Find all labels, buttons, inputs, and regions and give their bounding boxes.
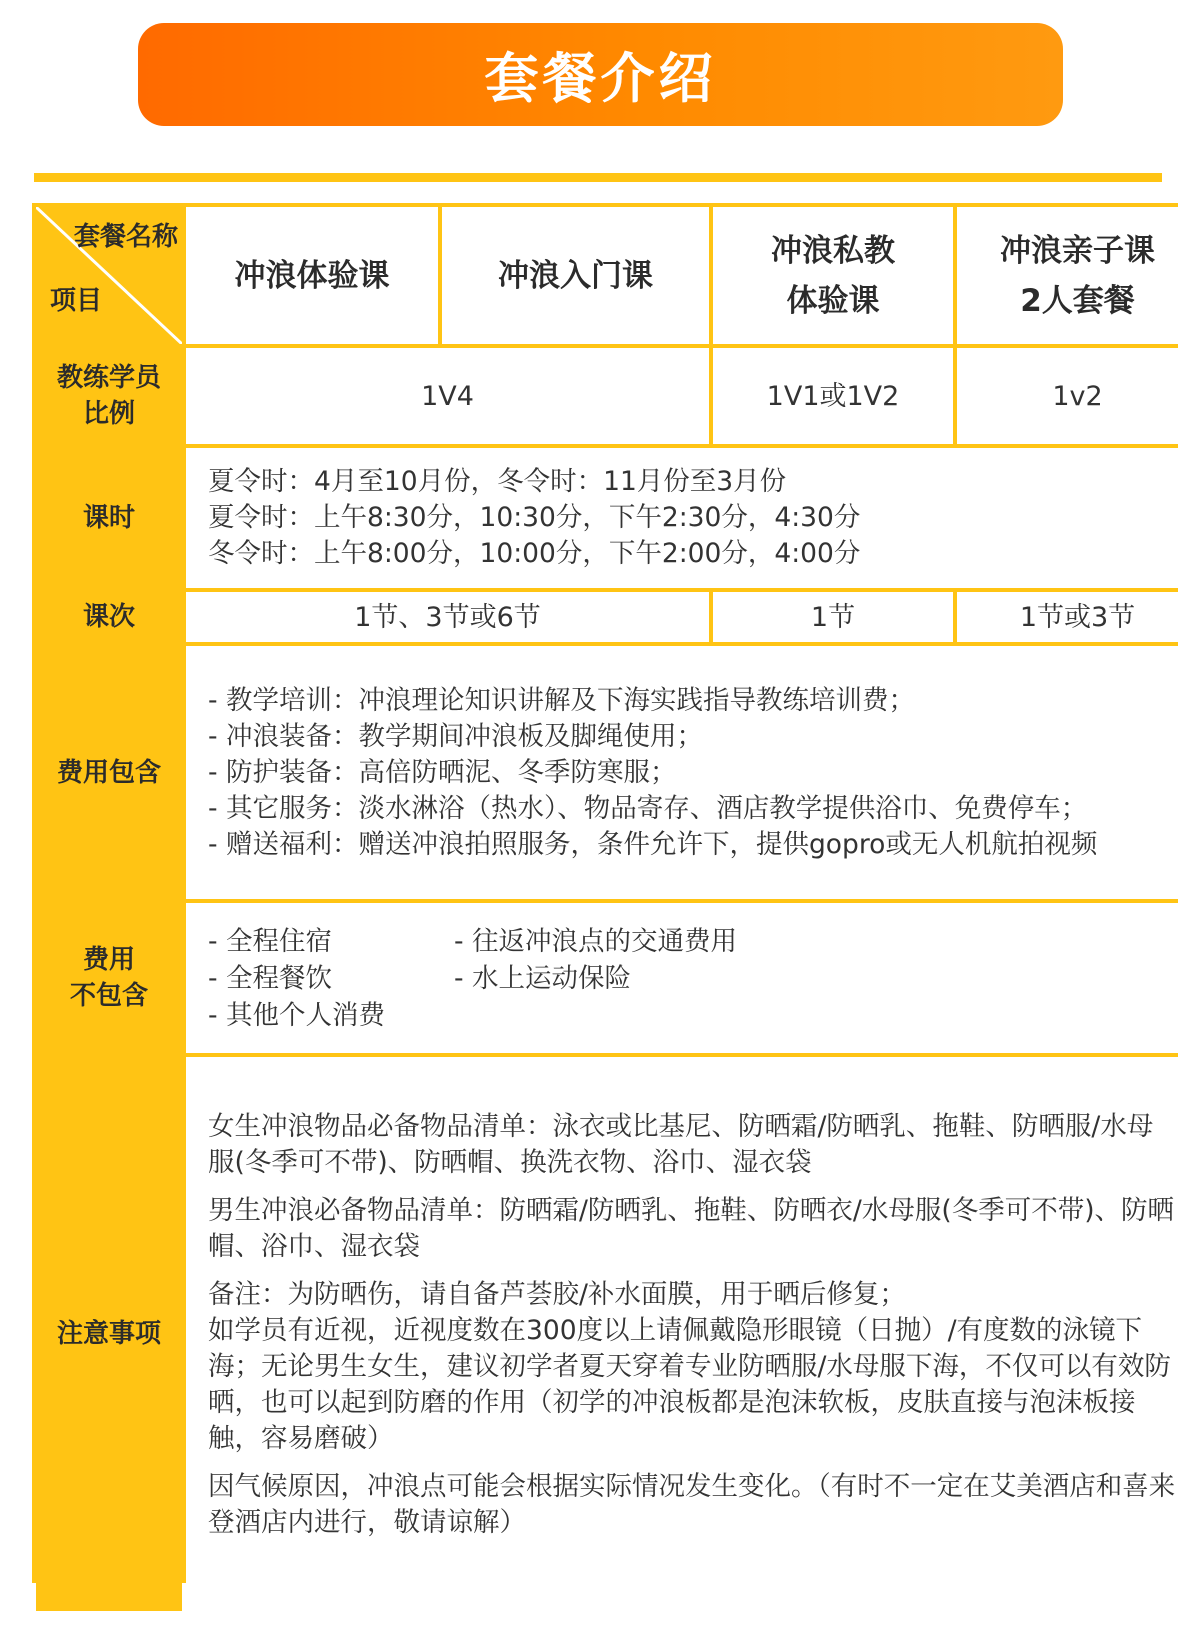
column-header-beginner [442, 207, 709, 344]
weather-note: 因气候原因，冲浪点可能会根据实际情况发生变化。（有时不一定在艾美酒店和喜来登酒店内进行，敬请谅解） [208, 1471, 1176, 1538]
column-header-label: 冲浪体验课 [234, 257, 390, 294]
includes-cell [186, 646, 1198, 899]
column-header-label: 冲浪私教 [771, 232, 895, 269]
row-header-hours: 课时 [36, 448, 182, 588]
excludes-item: - 全程餐饮 [208, 962, 332, 994]
includes-line: - 防护装备：高倍防晒泥、冬季防寒服； [208, 756, 677, 788]
sessions-value-private: 1节 [713, 592, 953, 642]
ratio-value-trial-beginner: 1V4 [186, 348, 709, 444]
row-header-sessions: 课次 [36, 592, 182, 642]
divider [34, 173, 1162, 182]
column-header-family [957, 207, 1198, 344]
column-header-trial [186, 207, 438, 344]
title-banner [138, 23, 1063, 126]
corner-top-label: 套餐名称 [73, 222, 178, 252]
sessions-value-trial-beginner: 1节、3节或6节 [186, 592, 709, 642]
includes-line: - 赠送福利：赠送冲浪拍照服务，条件允许下，提供gopro或无人机航拍视频 [208, 828, 1098, 860]
column-header-label: 冲浪亲子课 [1000, 232, 1155, 269]
corner-bottom-label: 项目 [50, 286, 103, 316]
hours-line: 冬令时：上午8:00分，10:00分，下午2:00分，4:00分 [208, 538, 861, 569]
female-checklist: 女生冲浪物品必备物品清单：泳衣或比基尼、防晒霜/防晒乳、拖鞋、防晒服/水母服(冬季可不带)、防晒帽、换洗衣物、浴巾、湿衣袋 [208, 1111, 1154, 1178]
package-table [32, 203, 1178, 1583]
includes-line: - 冲浪装备：教学期间冲浪板及脚绳使用； [208, 720, 703, 752]
row-header-notes: 注意事项 [36, 1057, 182, 1611]
hours-line: 夏令时：上午8:30分，10:30分，下午2:30分，4:30分 [208, 502, 861, 533]
notes-cell [186, 1057, 1198, 1611]
includes-line: - 其它服务：淡水淋浴（热水）、物品寄存、酒店教学提供浴巾、免费停车； [208, 792, 1088, 824]
includes-line: - 教学培训：冲浪理论知识讲解及下海实践指导教练培训费； [208, 684, 915, 716]
column-header-label: 2人套餐 [1020, 282, 1135, 319]
row-header-label: 比例 [82, 399, 135, 429]
row-header-excludes [36, 903, 182, 1053]
excludes-item: - 其他个人消费 [208, 999, 385, 1031]
eyesight-note: 如学员有近视，近视度数在300度以上请佩戴隐形眼镜（日抛）/有度数的泳镜下海；无论男生女生，建议初学者夏天穿着专业防晒服/水母服下海，不仅可以有效防晒，也可以起到防磨的作用（初学的冲浪板都是泡沫软板，皮肤直接与泡沫板接触，容易磨破） [208, 1315, 1171, 1454]
column-header-private [713, 207, 953, 344]
column-header-label: 体验课 [786, 282, 880, 319]
hours-cell [186, 448, 1198, 588]
row-header-label: 不包含 [69, 981, 148, 1011]
excludes-item: - 全程住宿 [208, 925, 332, 957]
row-header-ratio [36, 348, 182, 444]
ratio-value-private: 1V1或1V2 [713, 348, 953, 444]
excludes-item: - 往返冲浪点的交通费用 [454, 925, 737, 957]
excludes-item: - 水上运动保险 [454, 962, 631, 994]
row-header-label: 费用 [82, 945, 135, 975]
sessions-value-family: 1节或3节 [957, 592, 1198, 642]
excludes-cell [186, 903, 1198, 1053]
ratio-value-family: 1v2 [957, 348, 1198, 444]
row-header-includes: 费用包含 [36, 646, 182, 899]
hours-line: 夏令时：4月至10月份，冬令时：11月份至3月份 [208, 466, 787, 497]
page-title: 套餐介绍 [484, 47, 717, 110]
column-header-label: 冲浪入门课 [498, 257, 653, 294]
row-header-label: 教练学员 [56, 363, 161, 393]
remark: 备注：为防晒伤，请自备芦荟胶/补水面膜，用于晒后修复； [208, 1279, 906, 1310]
corner-header [36, 207, 182, 344]
male-checklist: 男生冲浪必备物品清单：防晒霜/防晒乳、拖鞋、防晒衣/水母服(冬季可不带)、防晒帽、浴巾、湿衣袋 [208, 1195, 1175, 1262]
